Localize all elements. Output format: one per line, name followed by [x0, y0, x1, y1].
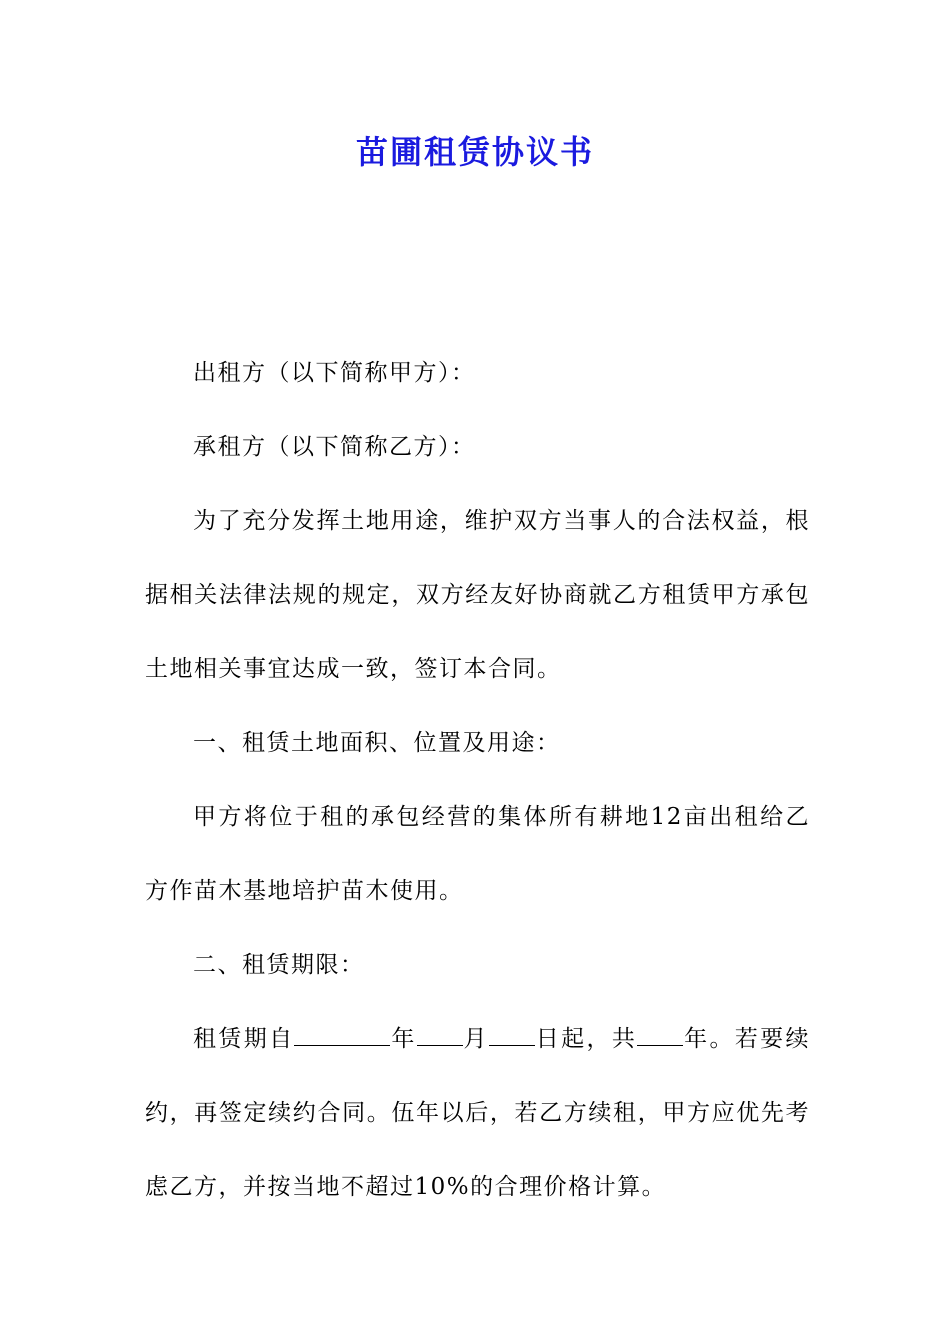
lease-term-rest-text: 年。若要续约，再签定续约合同。伍年以后，若乙方续租，甲方应优先考虑乙方，并按当地不超过10%的合理价格计算。	[145, 1026, 811, 1200]
blank-total-years	[637, 1025, 683, 1046]
blank-day	[489, 1025, 535, 1046]
section2-paragraph	[145, 1002, 810, 1224]
section2-heading: 二、租赁期限：	[193, 952, 365, 978]
day-total-label: 日起，共	[534, 1026, 638, 1052]
section1-paragraph: 甲方将位于租的承包经营的集体所有耕地12亩出租给乙方作苗木基地培护苗木使用。	[145, 804, 810, 904]
document-body	[145, 336, 810, 1224]
lessor-line: 出租方（以下简称甲方）：	[193, 360, 476, 386]
month-label: 月	[462, 1026, 489, 1052]
lease-term-start-text: 租赁期自	[193, 1026, 295, 1052]
section1-heading: 一、租赁土地面积、位置及用途：	[193, 730, 561, 756]
intro-paragraph: 为了充分发挥土地用途，维护双方当事人的合法权益，根据相关法律法规的规定，双方经友好协商就乙方租赁甲方承包土地相关事宜达成一致，签订本合同。	[145, 508, 810, 682]
lessee-line: 承租方（以下简称乙方）：	[193, 434, 476, 460]
blank-year	[294, 1025, 390, 1046]
blank-month	[417, 1025, 463, 1046]
year-label: 年	[390, 1026, 417, 1052]
document-title: 苗圃租赁协议书	[355, 133, 594, 171]
